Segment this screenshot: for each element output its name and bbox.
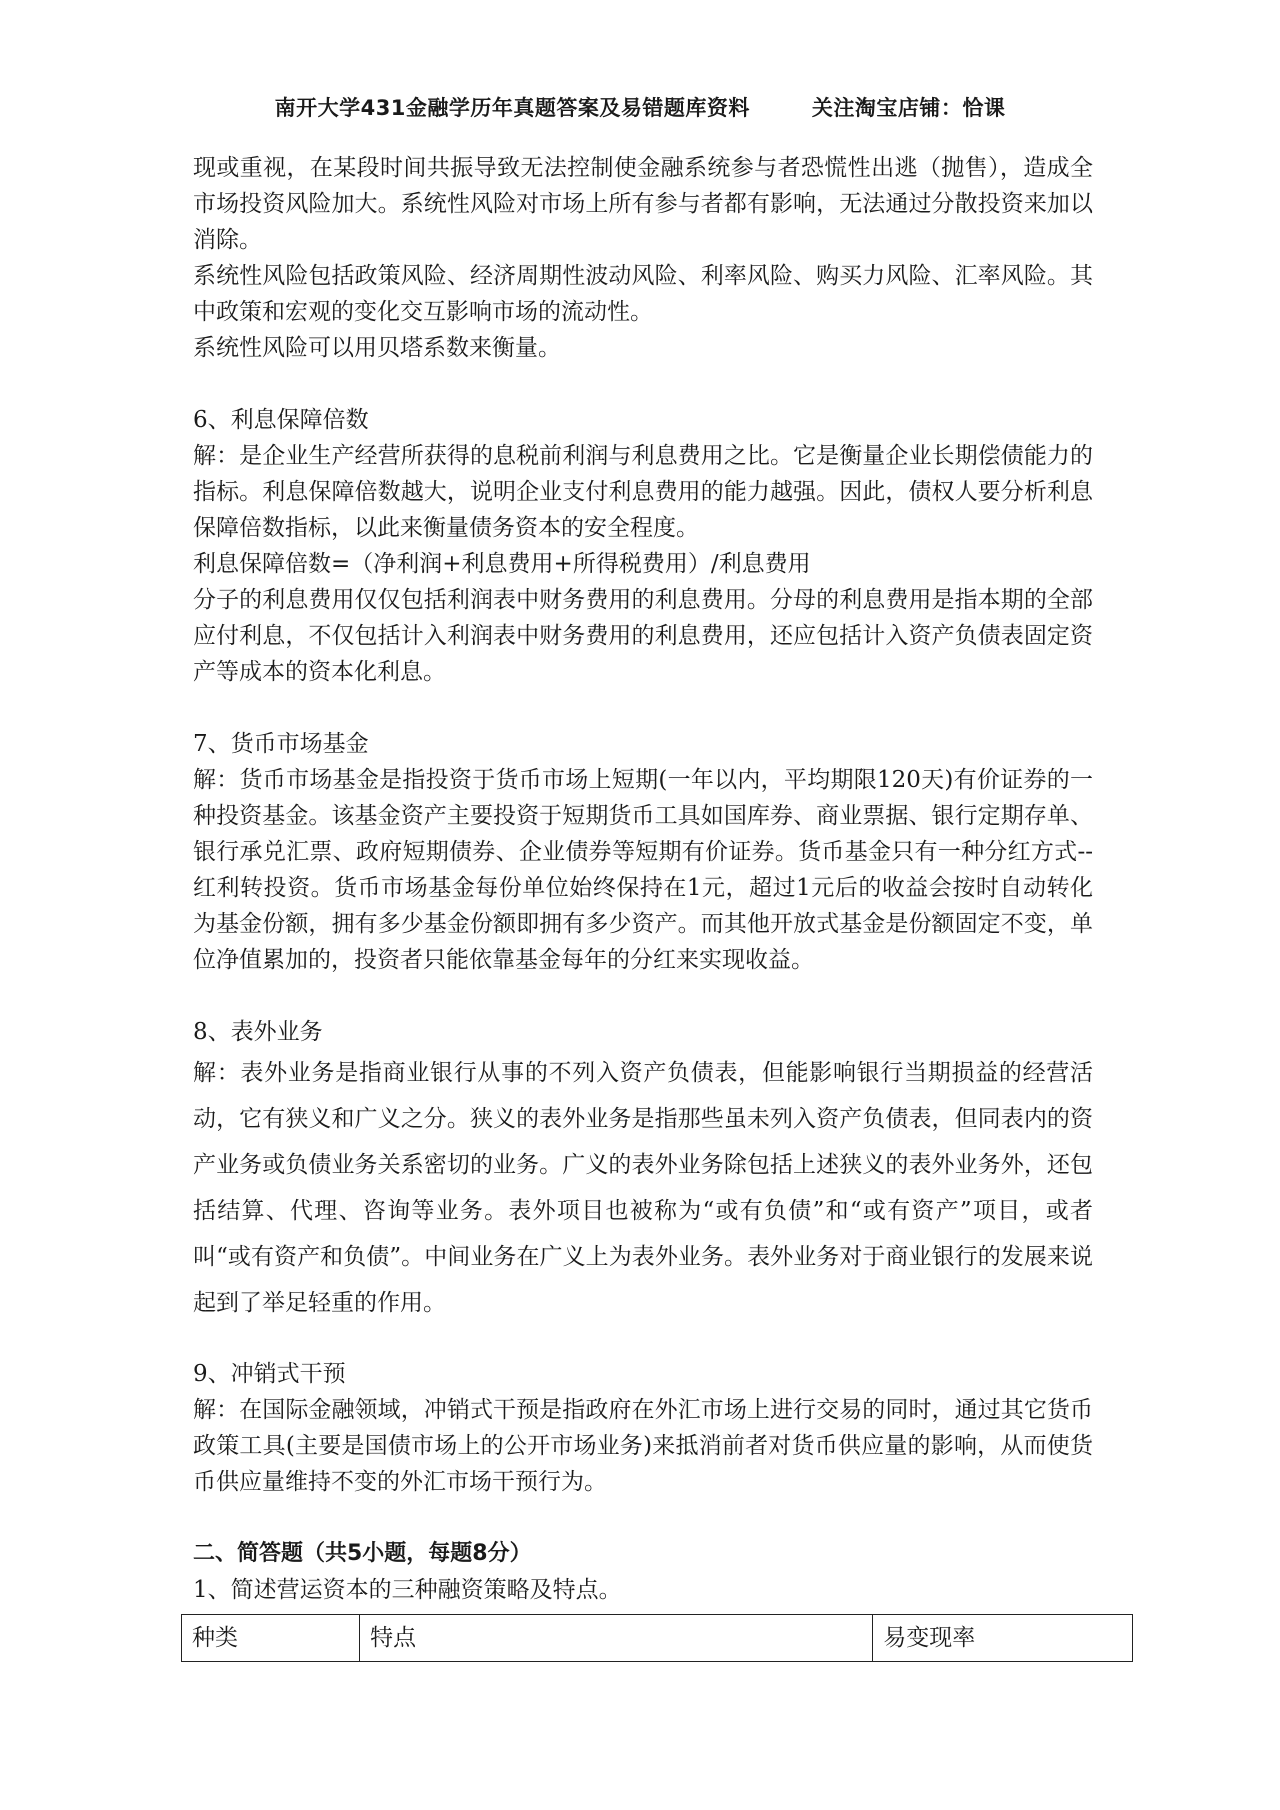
q8-title: 8、表外业务 (193, 1019, 323, 1045)
intro-paragraph-1: 现或重视，在某段时间共振导致无法控制使金融系统参与者恐慌性出逃（抛售），造成全市场投资风险加大。系统性风险对市场上所有参与者都有影响，无法通过分散投资来加以消除。 (193, 155, 1093, 253)
header-title: 南开大学431金融学历年真题答案及易错题库资料 (274, 96, 750, 120)
q9-answer: 解：在国际金融领域，冲销式干预是指政府在外汇市场上进行交易的同时，通过其它货币政策工具(主要是国债市场上的公开市场业务)来抵消前者对货币供应量的影响，从而使货币供应量维持不变的外汇市场干预行为。 (193, 1397, 1093, 1495)
table-header-row (182, 1615, 1133, 1662)
intro-paragraph-2: 系统性风险包括政策风险、经济周期性波动风险、利率风险、购买力风险、汇率风险。其中政策和宏观的变化交互影响市场的流动性。 (193, 263, 1093, 325)
section-2-title: 二、简答题（共5小题，每题8分） (193, 1541, 532, 1566)
q6-note: 分子的利息费用仅仅包括利润表中财务费用的利息费用。分母的利息费用是指本期的全部应付利息，不仅包括计入利润表中财务费用的利息费用，还应包括计入资产负债表固定资产等成本的资本化利息。 (193, 587, 1093, 685)
intro-paragraph-3: 系统性风险可以用贝塔系数来衡量。 (193, 335, 561, 361)
q6-title: 6、利息保障倍数 (193, 407, 369, 433)
document-body (193, 150, 1093, 1662)
table-header-cell: 特点 (360, 1615, 873, 1662)
q6-answer: 解：是企业生产经营所获得的息税前利润与利息费用之比。它是衡量企业长期偿债能力的指标。利息保障倍数越大，说明企业支付利息费用的能力越强。因此，债权人要分析利息保障倍数指标，以此来衡量债务资本的安全程度。 (193, 443, 1093, 541)
q7-answer: 解：货币市场基金是指投资于货币市场上短期(一年以内，平均期限120天)有价证券的一种投资基金。该基金资产主要投资于短期货币工具如国库券、商业票据、银行定期存单、银行承兑汇票、政府短期债券、企业债券等短期有价证券。货币基金只有一种分红方式--红利转投资。货币市场基金每份单位始终保持在1元，超过1元后的收益会按时自动转化为基金份额，拥有多少基金份额即拥有多少资产。而其他开放式基金是份额固定不变，单位净值累加的，投资者只能依靠基金每年的分红来实现收益。 (193, 767, 1093, 973)
financing-strategy-table (181, 1614, 1133, 1662)
q8-answer: 解：表外业务是指商业银行从事的不列入资产负债表，但能影响银行当期损益的经营活动，它有狭义和广义之分。狭义的表外业务是指那些虽未列入资产负债表，但同表内的资产业务或负债业务关系密切的业务。广义的表外业务除包括上述狭义的表外业务外，还包括结算、代理、咨询等业务。表外项目也被称为“或有负债”和“或有资产”项目，或者叫“或有资产和负债”。中间业务在广义上为表外业务。表外业务对于商业银行的发展来说起到了举足轻重的作用。 (193, 1060, 1093, 1316)
header-shop: 关注淘宝店铺：恰课 (811, 96, 1006, 120)
q9-title: 9、冲销式干预 (193, 1361, 346, 1387)
section-2-question-1: 1、简述营运资本的三种融资策略及特点。 (193, 1577, 622, 1603)
page-header (0, 92, 1280, 122)
q7-title: 7、货币市场基金 (193, 731, 369, 757)
table-header-cell: 种类 (182, 1615, 360, 1662)
q6-formula: 利息保障倍数=（净利润+利息费用+所得税费用）/利息费用 (193, 551, 811, 577)
table-header-cell: 易变现率 (873, 1615, 1133, 1662)
